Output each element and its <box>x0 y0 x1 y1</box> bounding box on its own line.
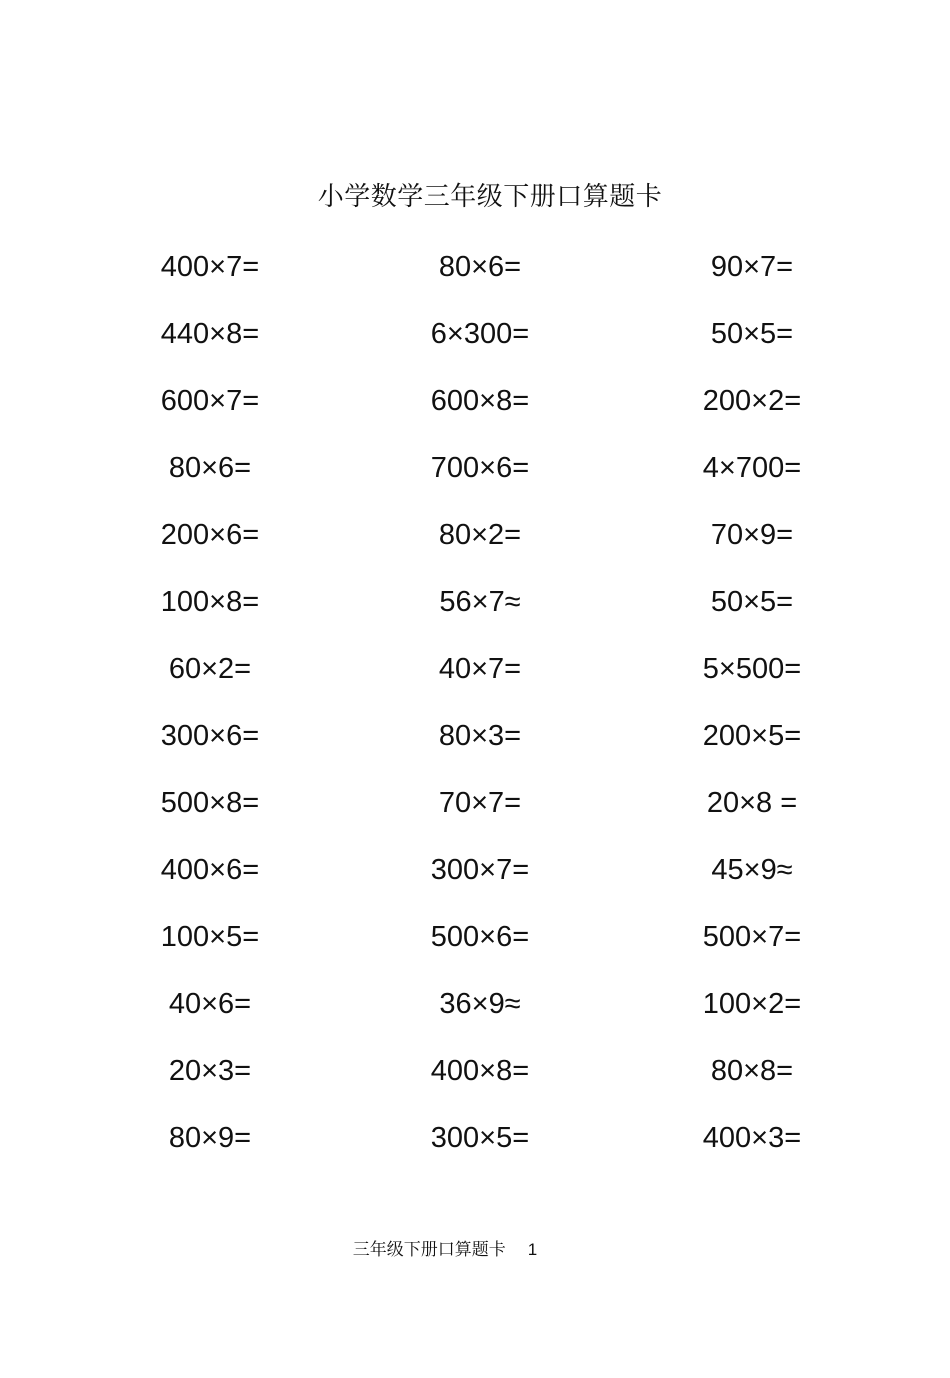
problem-cell: 200×5= <box>702 720 802 752</box>
problem-row <box>0 848 950 915</box>
problem-row <box>0 714 950 781</box>
problem-row <box>0 781 950 848</box>
problem-cell: 700×6= <box>430 452 530 484</box>
problem-row <box>0 580 950 647</box>
problem-row <box>0 379 950 446</box>
problem-cell: 45×9≈ <box>711 854 793 886</box>
footer-label: 三年级下册口算题卡 <box>352 1240 506 1260</box>
problem-cell: 40×7= <box>438 653 522 685</box>
problem-cell: 20×3= <box>168 1055 252 1087</box>
problem-cell: 90×7= <box>710 251 794 283</box>
problem-cell: 6×300= <box>430 318 530 350</box>
problem-cell: 300×5= <box>430 1122 530 1154</box>
problem-cell: 70×7= <box>438 787 522 819</box>
problem-cell: 80×6= <box>438 251 522 283</box>
problem-cell: 300×6= <box>160 720 260 752</box>
problem-row <box>0 513 950 580</box>
problem-cell: 200×6= <box>160 519 260 551</box>
problem-row <box>0 982 950 1049</box>
problem-cell: 400×6= <box>160 854 260 886</box>
problem-row <box>0 446 950 513</box>
problem-cell: 56×7≈ <box>439 586 521 618</box>
problem-cell: 400×7= <box>160 251 260 283</box>
problem-cell: 600×7= <box>160 385 260 417</box>
problem-cell: 400×8= <box>430 1055 530 1087</box>
page-number: 1 <box>527 1240 538 1259</box>
problem-grid <box>0 245 950 1183</box>
problem-cell: 80×3= <box>438 720 522 752</box>
problem-row <box>0 312 950 379</box>
problem-row <box>0 1116 950 1183</box>
problem-cell: 70×9= <box>710 519 794 551</box>
problem-row <box>0 647 950 714</box>
problem-cell: 500×7= <box>702 921 802 953</box>
problem-cell: 60×2= <box>168 653 252 685</box>
problem-cell: 50×5= <box>710 586 794 618</box>
problem-cell: 440×8= <box>160 318 260 350</box>
problem-cell: 4×700= <box>702 452 802 484</box>
problem-cell: 80×6= <box>168 452 252 484</box>
problem-cell: 200×2= <box>702 385 802 417</box>
problem-cell: 50×5= <box>710 318 794 350</box>
problem-row <box>0 245 950 312</box>
problem-cell: 400×3= <box>702 1122 802 1154</box>
problem-row <box>0 915 950 982</box>
problem-cell: 80×9= <box>168 1122 252 1154</box>
problem-cell: 5×500= <box>702 653 802 685</box>
problem-cell: 100×8= <box>160 586 260 618</box>
page-title: 小学数学三年级下册口算题卡 <box>317 182 663 212</box>
problem-row <box>0 1049 950 1116</box>
problem-cell: 20×8 = <box>706 787 798 819</box>
problem-cell: 300×7= <box>430 854 530 886</box>
problem-cell: 80×8= <box>710 1055 794 1087</box>
problem-cell: 80×2= <box>438 519 522 551</box>
problem-cell: 100×2= <box>702 988 802 1020</box>
problem-cell: 500×8= <box>160 787 260 819</box>
problem-cell: 40×6= <box>168 988 252 1020</box>
page-footer <box>0 1235 890 1260</box>
problem-cell: 600×8= <box>430 385 530 417</box>
problem-cell: 100×5= <box>160 921 260 953</box>
problem-cell: 36×9≈ <box>439 988 521 1020</box>
problem-cell: 500×6= <box>430 921 530 953</box>
